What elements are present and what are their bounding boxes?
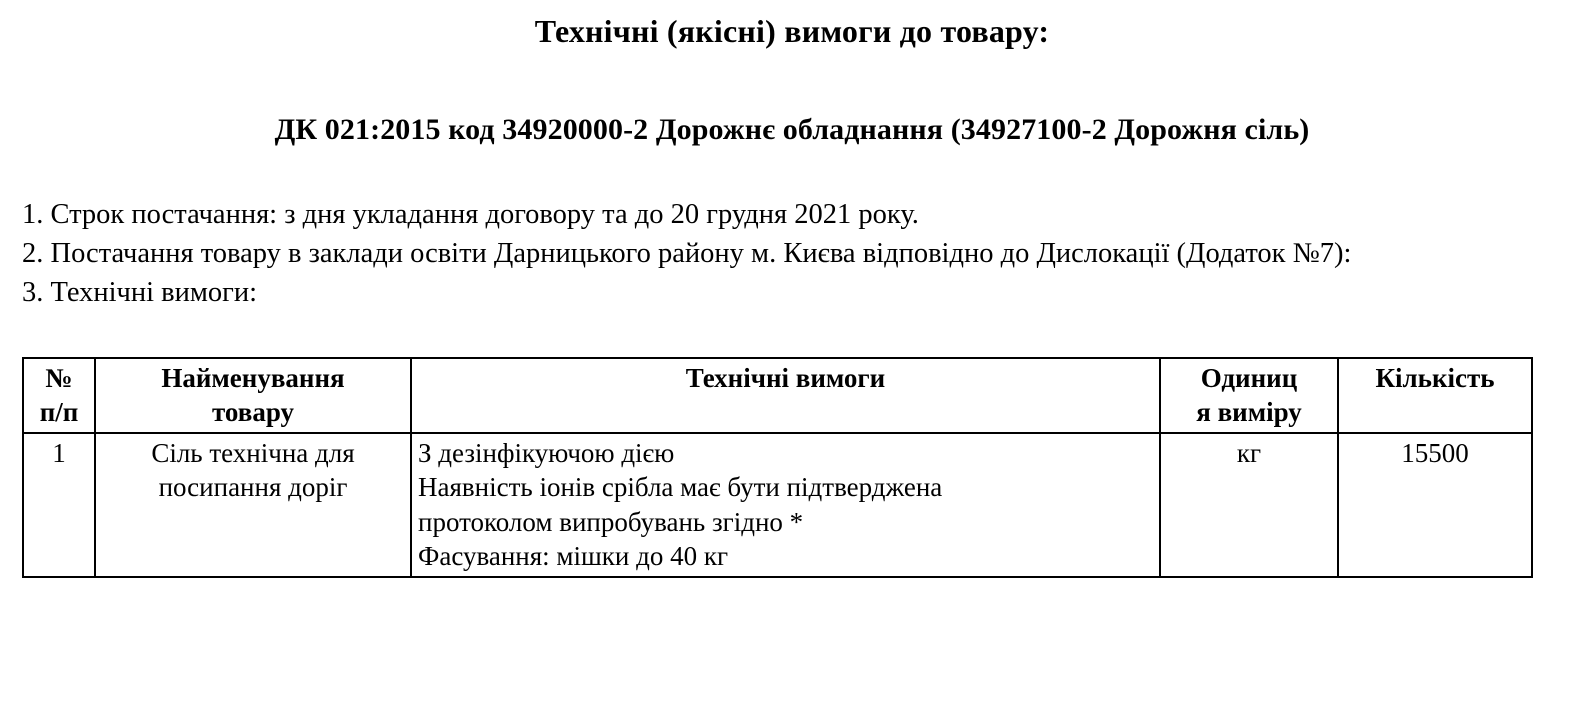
column-header-number-line1: №	[45, 362, 73, 393]
cell-requirements	[411, 433, 1160, 577]
page-title: Технічні (якісні) вимоги до товару:	[534, 13, 1050, 49]
cell-requirements-line3: протоколом випробувань згідно *	[418, 506, 804, 537]
cell-quantity: 15500	[1338, 433, 1532, 577]
cell-requirements-line1: З дезінфікуючою дією	[418, 437, 675, 468]
document-subtitle: ДК 021:2015 код 34920000-2 Дорожнє обладнання (34927100-2 Дорожня сіль)	[274, 113, 1310, 147]
cell-requirements-line4: Фасування: мішки до 40 кг	[418, 541, 729, 572]
cell-requirements-line2: Наявність іонів срібла має бути підтверджена	[418, 472, 943, 503]
column-header-unit-line2: я виміру	[1196, 397, 1302, 428]
column-header-number	[23, 358, 95, 433]
paragraph-delivery-term: 1. Строк постачання: з дня укладання договору та до 20 грудня 2021 року.	[22, 199, 919, 231]
cell-number: 1	[23, 433, 95, 577]
requirements-table	[22, 357, 1533, 578]
cell-product-name-line2: посипання доріг	[158, 472, 348, 503]
table-row	[23, 433, 1532, 577]
column-header-name-line2: товару	[212, 397, 294, 428]
column-header-name-line1: Найменування	[161, 362, 345, 393]
column-header-requirements: Технічні вимоги	[411, 358, 1160, 433]
document-page	[0, 12, 1584, 703]
column-header-unit-line1: Одиниц	[1200, 362, 1298, 393]
table-header-row	[23, 358, 1532, 433]
column-header-number-line2: п/п	[39, 397, 79, 428]
cell-unit: кг	[1160, 433, 1338, 577]
document-body	[22, 196, 1562, 312]
column-header-quantity: Кількість	[1338, 358, 1532, 433]
cell-product-name-line1: Сіль технічна для	[151, 437, 355, 468]
column-header-unit	[1160, 358, 1338, 433]
cell-product-name	[95, 433, 411, 577]
column-header-name	[95, 358, 411, 433]
paragraph-technical-requirements: 3. Технічні вимоги:	[22, 276, 257, 308]
paragraph-delivery-locations: 2. Постачання товару в заклади освіти Дарницького району м. Києва відповідно до Дислокації (Додаток №7):	[22, 238, 1352, 270]
